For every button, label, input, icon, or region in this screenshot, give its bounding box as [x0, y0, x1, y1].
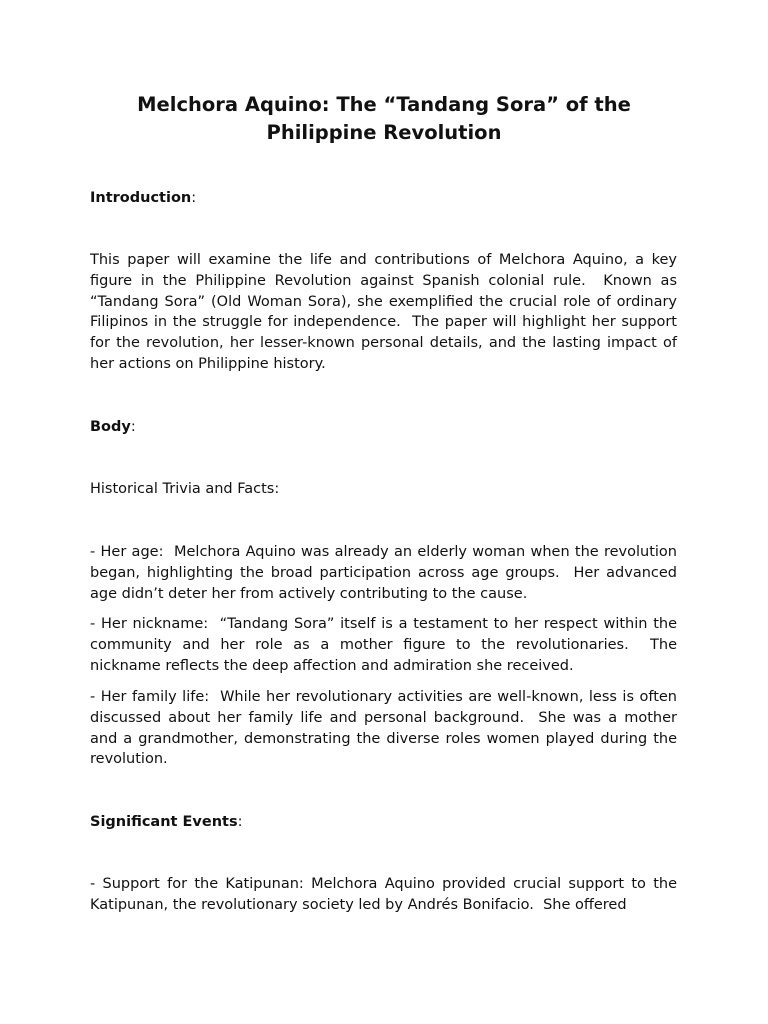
significant-events-heading-label: Significant Events [90, 814, 238, 830]
introduction-heading [90, 188, 196, 209]
body-heading [90, 417, 136, 438]
fact-paragraph-family: - Her family life: While her revolutionary activities are well-known, less is often discussed about her family life and personal background. She was a mother and a grandmother, demonstrating the diverse roles women played during the revolution. [90, 689, 682, 768]
introduction-paragraph: This paper will examine the life and contributions of Melchora Aquino, a key figure in the Philippine Revolution against Spanish colonial rule. Known as “Tandang Sora” (Old Woman Sora), she exemplified the crucial role of ordinary Filipinos in the struggle for independence. The paper will highlight her support for the revolution, her lesser-known personal details, and the lasting impact of her actions on Philippine history. [90, 252, 682, 372]
heading-colon: : [130, 419, 136, 435]
significant-events-heading [90, 812, 242, 833]
introduction-heading-label: Introduction [90, 190, 192, 206]
heading-colon: : [191, 190, 197, 206]
fact-paragraph-age: - Her age: Melchora Aquino was already an elderly woman when the revolution began, highlighting the broad participation across age groups. Her advanced age didn’t deter her from actively contributing to the cause. [90, 544, 682, 602]
event-paragraph-katipunan: - Support for the Katipunan: Melchora Aquino provided crucial support to the Katipunan, the revolutionary society led by Andrés Bonifacio. She offered [90, 876, 682, 913]
trivia-subheading: Historical Trivia and Facts: [90, 481, 280, 497]
fact-paragraph-nickname: - Her nickname: “Tandang Sora” itself is a testament to her respect within the community and her role as a mother figure to the revolutionaries. The nickname reflects the deep affection and admiration she received. [90, 616, 682, 674]
heading-colon: : [237, 814, 243, 830]
body-heading-label: Body [90, 419, 131, 435]
page-title: Melchora Aquino: The “Tandang Sora” of the Philippine Revolution [137, 93, 631, 144]
